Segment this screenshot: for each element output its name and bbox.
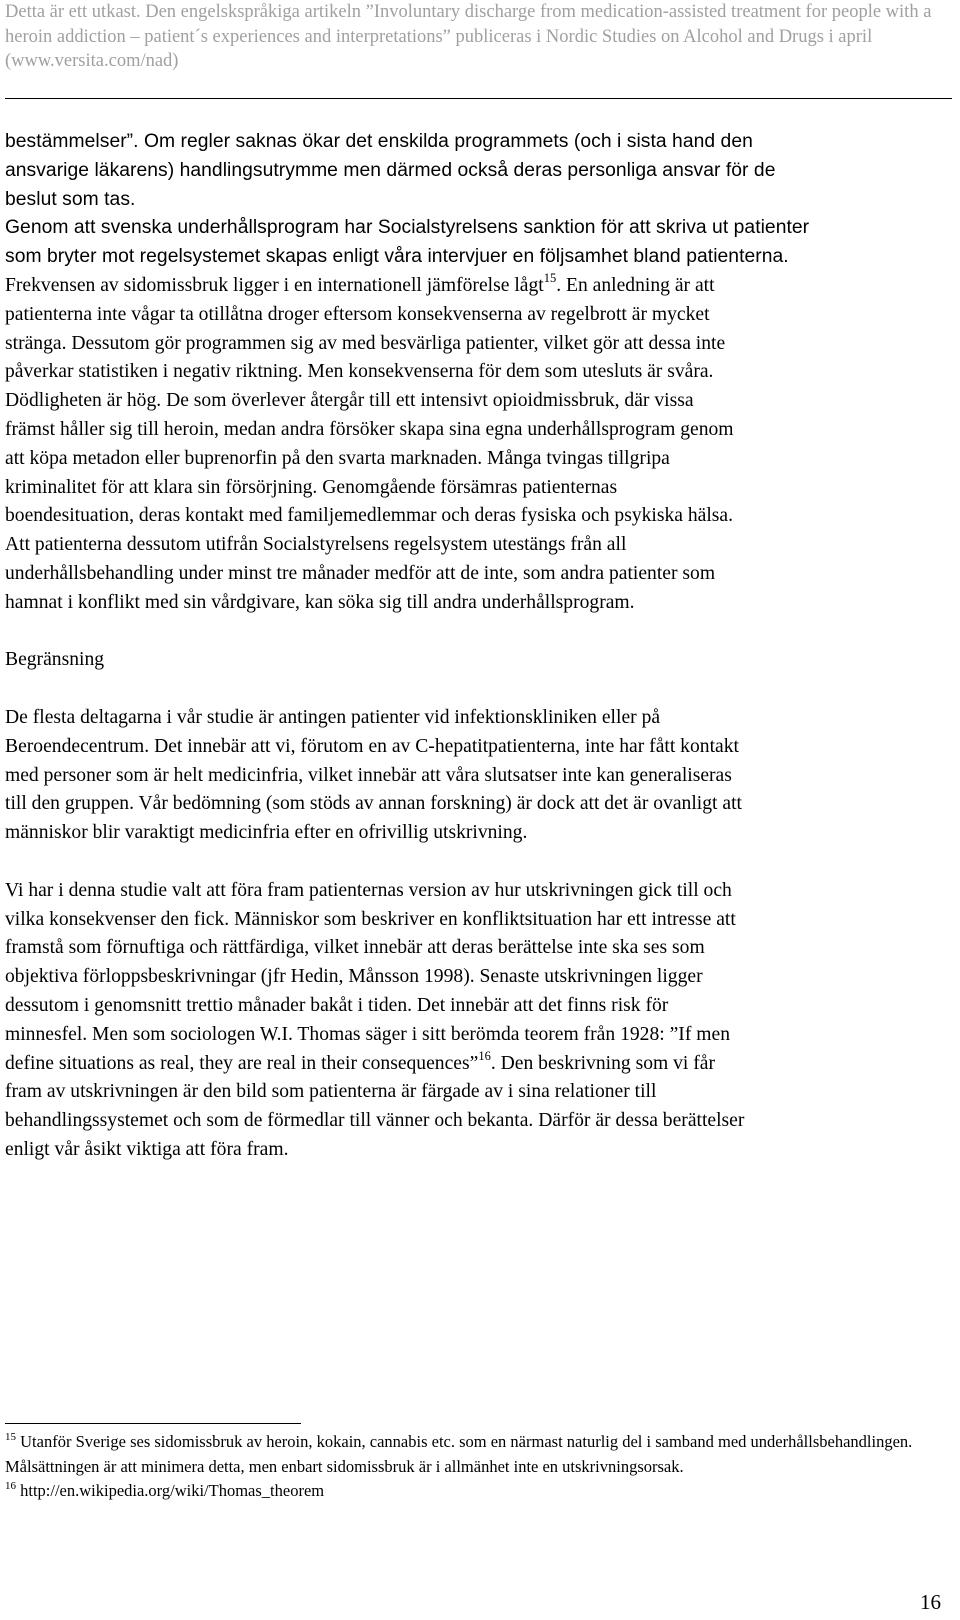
text-line: beslut som tas. [5,188,136,210]
text-line: bestämmelser”. Om regler saknas ökar det enskilda programmets (och i sista hand den [5,131,753,152]
text-line: Genom att svenska underhållsprogram har Socialstyrelsens sanktion för att skriva ut patienter [5,217,810,239]
footnote-link[interactable]: http://en.wikipedia.org/wiki/Thomas_theorem [20,1481,325,1500]
draft-notice-header: Detta är ett utkast. Den engelskspråkiga artikeln ”Involuntary discharge from medication-assisted treatment for people with a heroin addiction – patient´s experiences and interpretations” publiceras i Nordic Studies on Alcohol and Drugs i april (www.versita.com/nad) [5,2,932,71]
paragraph-3 [5,704,955,848]
text-line: främst håller sig till heroin, medan andra försöker skapa sina egna underhållsprogram genom [5,418,734,440]
text-line: objektiva förloppsbeskrivningar (jfr Hedin, Månsson 1998). Senaste utskrivningen ligger [5,966,703,988]
text-line: De flesta deltagarna i vår studie är antingen patienter vid infektionskliniken eller på [5,706,661,728]
text-line: stränga. Dessutom gör programmen sig av med besvärliga patienter, vilket gör att dessa inte [5,332,726,354]
text-line: hamnat i konflikt med sin vårdgivare, kan söka sig till andra underhållsprogram. [5,591,635,613]
footnote-text: Utanför Sverige ses sidomissbruk av heroin, kokain, cannabis etc. som en närmast naturlig del i samband med underhållsbehandlingen. Målsättningen är att minimera detta, men enbart sidomissbruk är i allmänhet inte en utskrivningsorsak. [5,1432,913,1476]
text-line [5,1050,955,1079]
paragraph-spacer [5,618,955,647]
text-line: vilka konsekvenser den fick. Människor som beskriver en konfliktsituation har ett intresse att [5,908,736,930]
paragraph-spacer [5,848,955,877]
text-run: . En anledning är att [556,274,715,296]
text-run: Frekvensen av sidomissbruk ligger i en internationell jämförelse lågt [5,274,544,296]
text-line: underhållsbehandling under minst tre månader medför att de inte, som andra patienter som [5,562,716,584]
paragraph-2 [5,272,955,618]
text-line: som bryter mot regelsystemet skapas enligt våra intervjuer en följsamhet bland patienterna. [5,246,789,268]
text-line: Beroendecentrum. Det innebär att vi, förutom en av C-hepatitpatienterna, inte har fått kontakt [5,735,739,757]
section-heading: Begränsning [5,649,105,671]
page-number: 16 [920,1590,941,1614]
text-line: patienterna inte vågar ta otillåtna droger eftersom konsekvenserna av regelbrott är mycket [5,303,710,325]
text-line: Dödligheten är hög. De som överlever återgår till ett intensivt opioidmissbruk, där vissa [5,390,694,412]
text-line: dessutom i genomsnitt trettio månader bakåt i tiden. Det innebär att det finns risk för [5,994,669,1016]
body-text [5,128,955,1165]
text-line: att köpa metadon eller buprenorfin på den svarta marknaden. Många tvingas tillgripa [5,447,670,469]
text-line: boendesituation, deras kontakt med familjemedlemmar och deras fysiska och psykiska hälsa. [5,505,734,527]
text-run: define situations as real, they are real in their consequences” [5,1052,479,1074]
text-line: fram av utskrivningen är den bild som patienterna är färgade av i sina relationer till [5,1081,657,1103]
text-line: minnesfel. Men som sociologen W.I. Thomas säger i sitt berömda teorem från 1928: ”If men [5,1023,730,1045]
text-line: framstå som förnuftiga och rättfärdiga, vilket innebär att deras berättelse inte ska ses som [5,937,705,959]
footnote-divider [5,1423,301,1424]
text-line: enligt vår åsikt viktiga att föra fram. [5,1138,289,1160]
text-line [5,272,955,301]
footnote-15 [5,1430,940,1479]
footnote-number: 16 [5,1480,16,1492]
text-line: ansvarige läkarens) handlingsutrymme men därmed också deras personliga ansvar för de [5,159,776,181]
text-line: Vi har i denna studie valt att föra fram patienternas version av hur utskrivningen gick till och [5,879,732,901]
footnote-16 [5,1479,940,1504]
text-line: behandlingssystemet och som de förmedlar till vänner och bekanta. Därför är dessa berättelser [5,1110,745,1132]
text-line: till den gruppen. Vår bedömning (som stöds av annan forskning) är dock att det är ovanligt att [5,793,742,815]
footnote-ref-15[interactable]: 15 [543,270,557,285]
footnotes [5,1430,940,1504]
header-divider [5,98,952,99]
text-line: påverkar statistiken i negativ riktning. Men konsekvenserna för dem som utesluts är svåra. [5,361,714,383]
text-line: med personer som är helt medicinfria, vilket innebär att våra slutsatser inte kan generaliseras [5,764,732,786]
footnote-number: 15 [5,1431,16,1443]
paragraph-spacer [5,675,955,704]
paragraph-1 [5,128,955,272]
text-line: människor blir varaktigt medicinfria efter en ofrivillig utskrivning. [5,822,528,844]
text-line: Att patienterna dessutom utifrån Socialstyrelsens regelsystem utestängs från all [5,534,627,556]
text-run: . Den beskrivning som vi får [490,1052,716,1074]
text-line: kriminalitet för att klara sin försörjning. Genomgående försämras patienternas [5,476,618,498]
paragraph-4 [5,877,955,1165]
footnote-ref-16[interactable]: 16 [478,1048,491,1063]
